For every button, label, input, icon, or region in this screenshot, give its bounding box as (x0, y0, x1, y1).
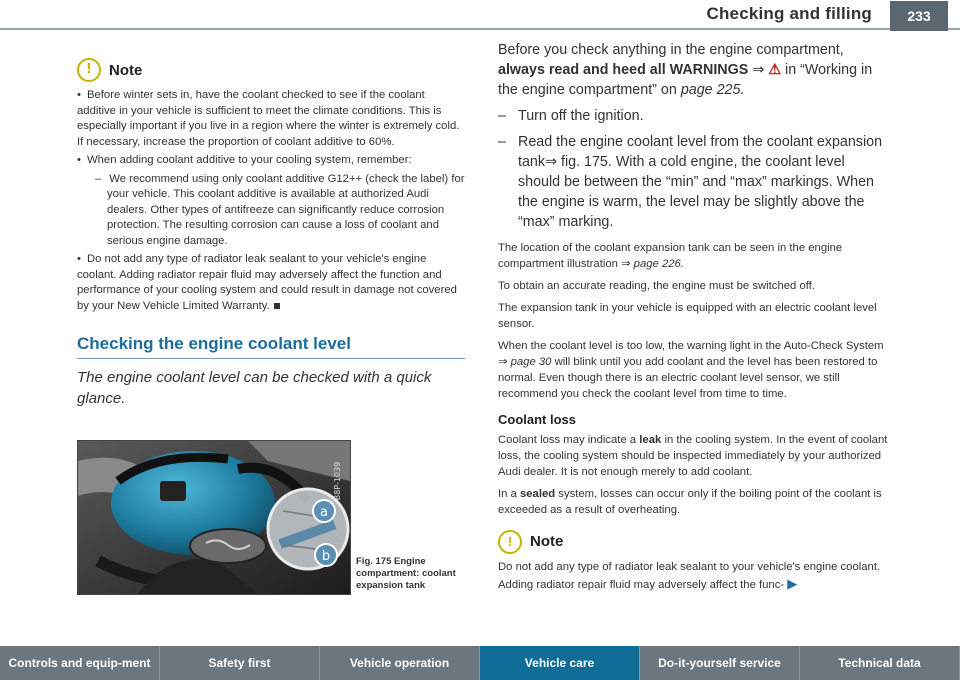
engine-photo-illustration (78, 441, 350, 594)
note-body (77, 88, 465, 314)
note-text: Do not add any type of radiator leak sealant to your vehicle's engine coolant. Adding radiator repair fluid may adversely affect the func- ▶ (498, 561, 881, 591)
figure-caption: Fig. 175 Engine compartment: coolant expansion tank (356, 556, 456, 591)
end-of-section-icon (274, 303, 280, 309)
right-column (498, 40, 890, 593)
note-heading (77, 58, 465, 82)
header-rule (0, 28, 960, 30)
figure-code: B8P-1039 (333, 461, 342, 501)
page-header-title: Checking and filling (706, 4, 872, 23)
attention-icon: ! (498, 530, 522, 554)
page-number-badge: 233 (890, 1, 948, 31)
step-item: – Turn off the ignition. (498, 106, 890, 126)
nav-vehicle-operation[interactable]: Vehicle operation (320, 646, 480, 680)
callout-b-label: b (321, 549, 331, 564)
warning-triangle-icon: ⚠ (768, 62, 782, 78)
step-item: – Read the engine coolant level from the coolant expansion tank⇒ fig. 175. With a cold engine, the coolant level should be between the “min” and “max” markings. When the engine is warm, the level may be slightly above the “max” marking. (498, 132, 890, 232)
detail-paragraph: To obtain an accurate reading, the engine must be switched off. (498, 280, 815, 292)
detail-paragraph: In a sealed system, losses can occur only if the boiling point of the coolant is exceeded as a result of overheating. (498, 488, 882, 516)
detail-paragraph: The location of the coolant expansion tank can be seen in the engine compartment illustration ⇒ page 226. (498, 242, 843, 270)
chapter-navigation (0, 646, 960, 680)
nav-do-it-yourself-service[interactable]: Do-it-yourself service (640, 646, 800, 680)
subheading-coolant-loss: Coolant loss (498, 412, 577, 427)
section-title: Checking the engine coolant level (77, 334, 465, 359)
note-bullet: • When adding coolant additive to your cooling system, remember: (77, 153, 465, 169)
note-heading (498, 530, 890, 554)
note-bullet: • Do not add any type of radiator leak sealant to your vehicle's engine coolant. Adding radiator repair fluid may adversely affect the function and performance of your cooling system and could result in damage not covered by your New Vehicle Limited Warranty. (77, 252, 465, 314)
nav-controls-and-equipment[interactable]: Controls and equip-ment (0, 646, 160, 680)
detail-paragraph: When the coolant level is too low, the warning light in the Auto-Check System ⇒ page 30 will blink until you add coolant and the level has been restored to normal. Even though there is an electric coolant level sensor, we still recommend you check the coolant level from time to time. (498, 340, 884, 400)
note-title: Note (530, 533, 564, 550)
note-bullet: • Before winter sets in, have the coolant checked to see if the coolant additive in your vehicle is sufficient to meet the climate conditions. This is especially important if you live in a region where the winter is extremely cold. If necessary, increase the proportion of coolant additive to 60%. (77, 88, 465, 150)
nav-safety-first[interactable]: Safety first (160, 646, 320, 680)
nav-technical-data[interactable]: Technical data (800, 646, 960, 680)
figure-coolant-tank (77, 440, 351, 595)
page-reference-link[interactable]: page 226. (633, 258, 684, 270)
detail-paragraph: Coolant loss may indicate a leak in the cooling system. In the event of coolant loss, the cooling system should be inspected immediately by your authorized Audi dealer. It is not enough merely to add coolant. (498, 434, 888, 478)
nav-vehicle-care[interactable]: Vehicle care (480, 646, 640, 680)
section-lead: The engine coolant level can be checked with a quick glance. (77, 369, 432, 407)
intro-paragraph: Before you check anything in the engine compartment, always read and heed all WARNINGS ⇒ ⚠ in “Working in the engine compartment” on page 225. (498, 42, 873, 98)
note-subitem: – We recommend using only coolant additive G12++ (check the label) for your vehicle. This coolant additive is available at authorized Audi dealers. Other types of antifreeze can significantly reduce corrosion protection. The resulting corrosion can cause a loss of coolant and serious engine damage. (77, 172, 465, 250)
continue-arrow-icon: ▶ (787, 575, 798, 591)
note-title: Note (109, 61, 143, 79)
page-reference-link[interactable]: page 30 (510, 356, 552, 368)
left-column (77, 58, 465, 409)
detail-paragraph: The expansion tank in your vehicle is equipped with an electric coolant level sensor. (498, 302, 877, 330)
attention-icon: ! (77, 58, 101, 82)
details-block (498, 240, 890, 518)
page-reference-link[interactable]: page 225. (680, 82, 745, 98)
callout-a-label: a (320, 505, 328, 520)
